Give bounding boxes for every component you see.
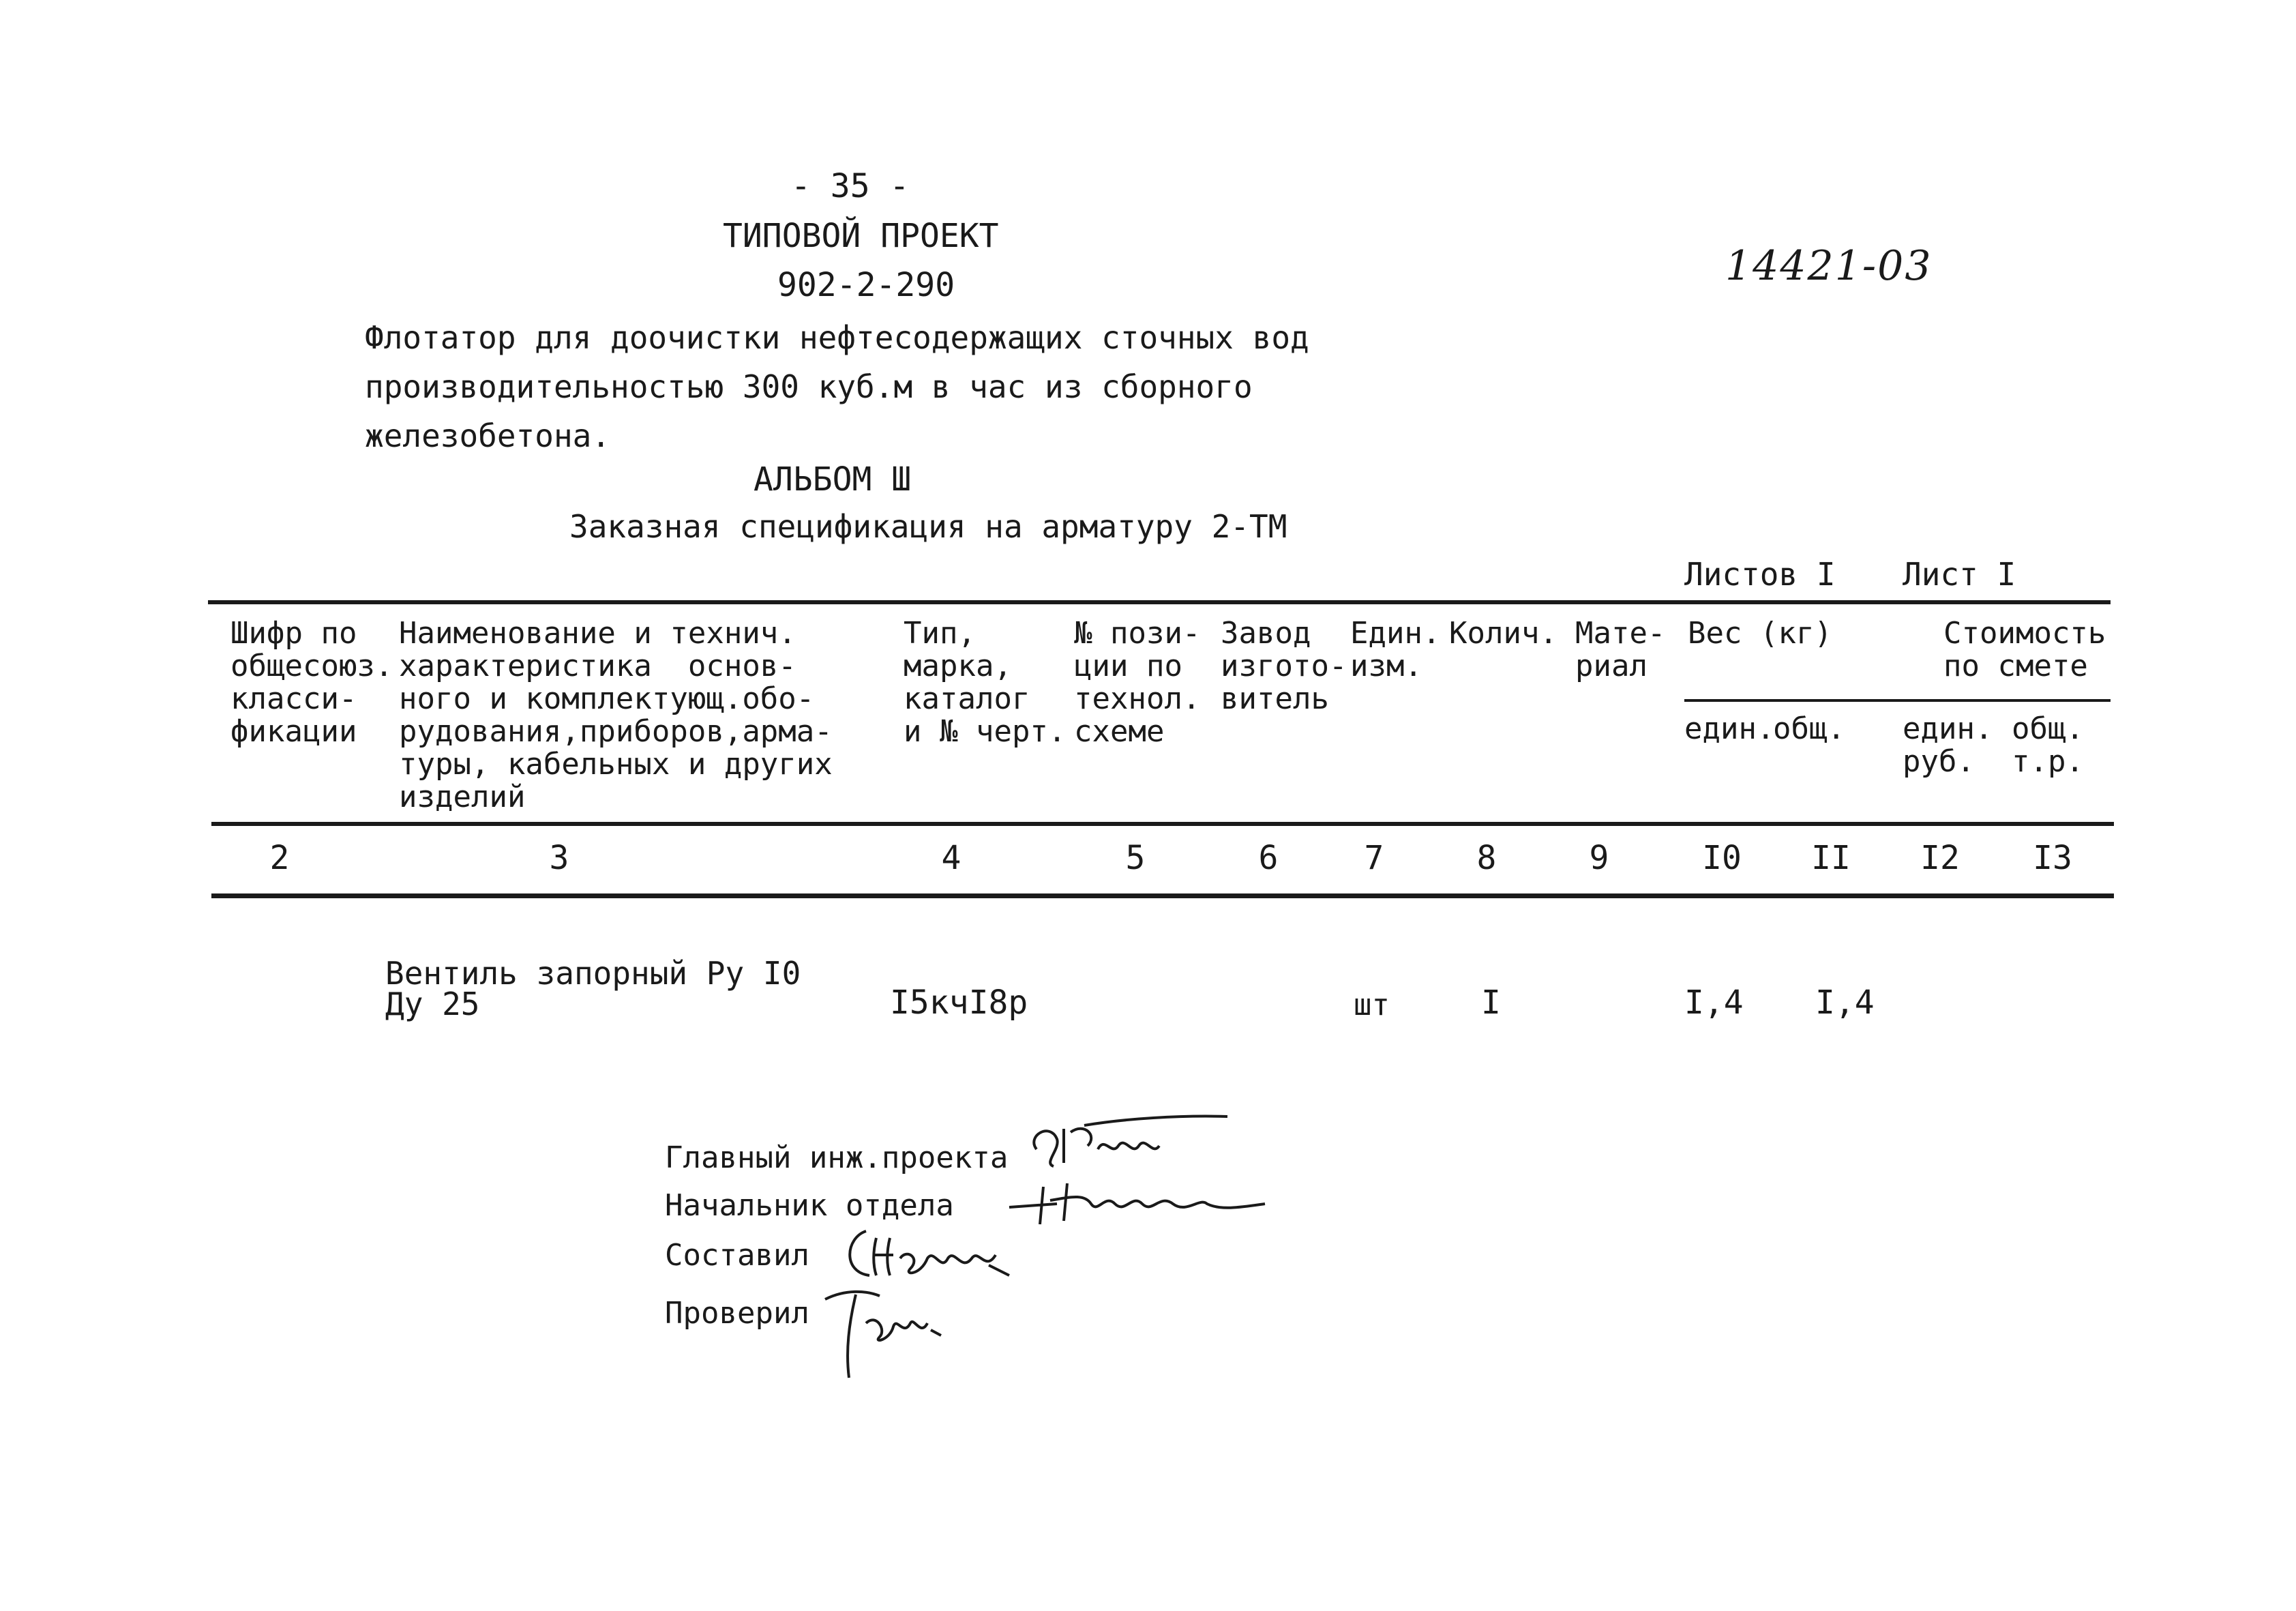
project-title-line-1: Флотатор для доочистки нефтесодержащих сточных вод (365, 319, 1309, 356)
header-weight: Вес (кг) (1688, 616, 1832, 651)
item-type: I5кчI8р (890, 984, 1028, 1022)
album-label: АЛЬБОМ Ш (754, 460, 912, 499)
header-unit: Един. изм. (1350, 616, 1441, 683)
column-number: 8 (1476, 839, 1497, 877)
item-name-line-1: Вентиль запорный Ру I0 (385, 955, 801, 992)
signature-department-head (1002, 1166, 1275, 1235)
header-material: Мате- риал (1575, 616, 1666, 683)
column-number: 4 (941, 839, 961, 877)
column-number: I3 (2033, 839, 2072, 877)
column-numbers-bottom-rule (211, 893, 2114, 898)
column-number: 6 (1258, 839, 1279, 877)
specification-title: Заказная спецификация на арматуру 2-ТМ (569, 508, 1287, 545)
column-number: I0 (1702, 839, 1742, 877)
column-number: I2 (1920, 839, 1960, 877)
header-position: № пози- ции по технол. схеме (1074, 616, 1201, 749)
sheets-total: Листов I (1684, 556, 1836, 593)
header-weight-unit: един. (1684, 711, 1775, 746)
header-cost: Стоимость по смете (1943, 616, 2106, 683)
column-number: 2 (269, 839, 290, 877)
signature-compiled-by (839, 1217, 1023, 1286)
header-name-description: Наименование и технич. характеристика основ- ного и комплектующ.обо- рудования,приборов,арма- туры, кабельных и других изделий (399, 616, 833, 814)
item-weight-unit: I,4 (1684, 984, 1744, 1022)
item-name-line-2: Ду 25 (385, 986, 480, 1022)
header-manufacturer: Завод изгото- витель (1221, 616, 1347, 716)
column-number: 3 (549, 839, 569, 877)
signature-role-compiled-by: Составил (665, 1238, 809, 1273)
header-weight-total: общ. (1773, 711, 1845, 746)
sheet-number: Лист I (1903, 556, 2016, 593)
column-number: 7 (1364, 839, 1384, 877)
header-quantity: Колич. (1449, 616, 1557, 651)
item-weight-total: I,4 (1815, 984, 1875, 1022)
column-number: II (1811, 839, 1851, 877)
header-cost-unit: един. руб. (1903, 711, 1993, 779)
project-title-line-3: железобетона. (365, 417, 611, 454)
signature-role-department-head: Начальник отдела (665, 1188, 954, 1223)
project-title-line-2: производительностью 300 куб.м в час из сборного (365, 368, 1253, 405)
column-number: 5 (1125, 839, 1146, 877)
column-number: 9 (1589, 839, 1609, 877)
page-number: - 35 - (791, 167, 910, 205)
header-cost-total: общ. т.р. (2012, 711, 2084, 779)
project-number: 902-2-290 (777, 266, 955, 304)
handwritten-code: 14421-03 (1725, 242, 1933, 290)
header-type-mark: Тип, марка, каталог и № черт. (904, 616, 1067, 749)
document-heading: ТИПОВОЙ ПРОЕКТ (723, 217, 999, 255)
signature-role-chief-engineer: Главный инж.проекта (665, 1140, 1009, 1175)
item-unit: шт (1354, 988, 1390, 1022)
signature-role-checked-by: Проверил (665, 1296, 809, 1331)
header-classification-code: Шифр по общесоюз. класси- фикации (230, 616, 393, 749)
signature-checked-by (818, 1282, 955, 1385)
table-top-rule (208, 600, 2111, 604)
item-quantity: I (1481, 984, 1501, 1022)
header-bottom-rule (211, 822, 2114, 826)
subheader-rule-weight (1684, 699, 2111, 702)
